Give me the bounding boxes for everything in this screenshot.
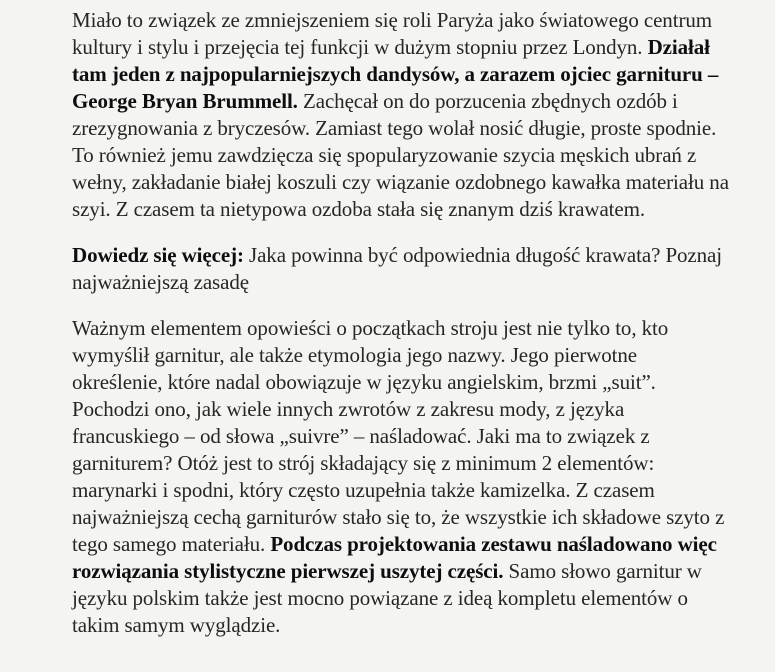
paragraph-brummell xyxy=(72,7,730,223)
text-polish-word-garnitur: Samo słowo garnitur w języku polskim także jest mocno powiązane z ideą kompletu elementów o takim samym wyglądzie. xyxy=(72,559,702,637)
bold-dandy-father-of-suit: Działał tam jeden z najpopularniejszych dandysów, a zarazem ojciec garnituru – George Bryan Brummell. xyxy=(72,35,719,113)
text-brummell-legacy: Zachęcał on do porzucenia zbędnych ozdób i zrezygnowania z bryczesów. Zamiast tego wolał nosić długie, proste spodnie. To również jemu zawdzięcza się spopularyzowanie szycia męskich ubrań z wełny, zakładanie białej koszuli czy wiązanie ozdobnego kawałka materiału na szyi. Z czasem ta nietypowa ozdoba stała się znanym dziś krawatem. xyxy=(72,89,729,221)
paragraph-etymology xyxy=(72,315,730,639)
bold-learn-more-label: Dowiedz się więcej: xyxy=(72,243,250,267)
learn-more-link[interactable]: Jaka powinna być odpowiednia długość krawata? Poznaj najważniejszą zasadę xyxy=(72,243,723,294)
bold-design-imitation: Podczas projektowania zestawu naśladowano więc rozwiązania stylistyczne pierwszej uszytej części. xyxy=(72,532,717,583)
text-suit-etymology: Ważnym elementem opowieści o początkach stroju jest nie tylko to, kto wymyślił garnitur, ale także etymologia jego nazwy. Jego pierwotne określenie, które nadal obowiązuje w języku angielskim, brzmi „suit”. Pochodzi ono, jak wiele innych zwrotów z zakresu mody, z języka francuskiego – od słowa „suivre” – naśladować. Jaki ma to związek z garniturem? Otóż jest to strój składający się z minimum 2 elementów: marynarki i spodni, który często uzupełnia także kamizelka. Z czasem najważniejszą cechą garniturów stało się to, że wszystkie ich składowe szyto z tego samego materiału. xyxy=(72,316,725,556)
paragraph-learn-more xyxy=(72,242,730,296)
text-paris-london: Miało to związek ze zmniejszeniem się roli Paryża jako światowego centrum kultury i stylu i przejęcia tej funkcji w dużym stopniu przez Londyn. xyxy=(72,8,712,59)
